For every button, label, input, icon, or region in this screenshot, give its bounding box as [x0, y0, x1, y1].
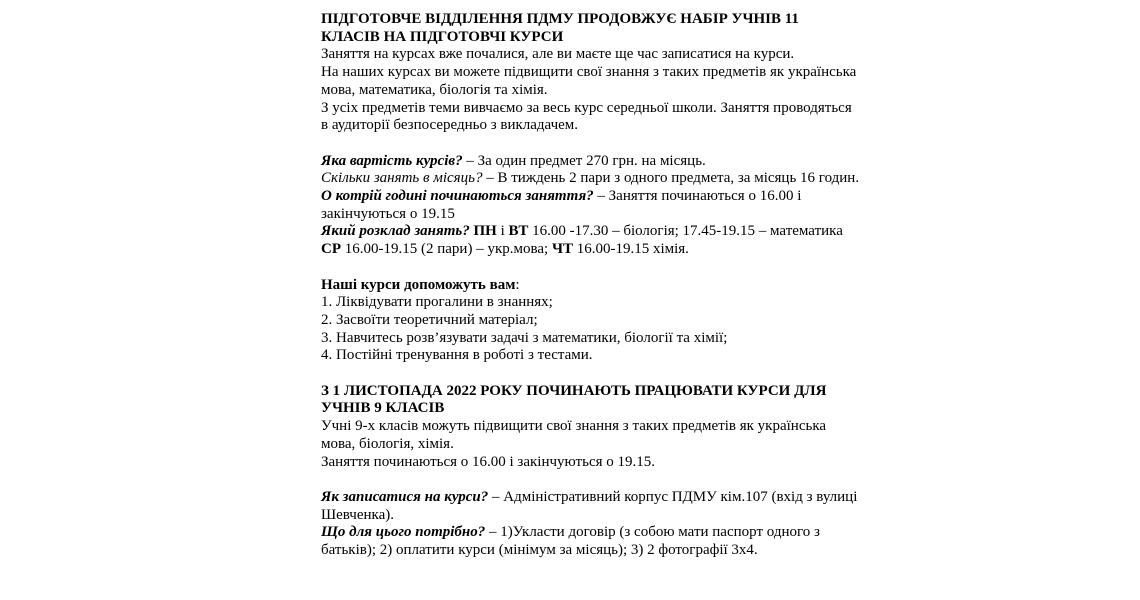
spacer [321, 365, 861, 383]
faq-count-answer: – В тиждень 2 пари з одного предмета, за місяць 16 годин. [482, 170, 860, 187]
intro-paragraph-1: Заняття на курсах вже почалися, але ви маєте ще час записатися на курси. [321, 46, 795, 63]
benefit-item: 2. Засвоїти теоретичний матеріал; [321, 311, 538, 328]
and-word: і [496, 223, 509, 240]
faq-cost-answer: – За один предмет 270 грн. на місяць. [462, 152, 706, 169]
enroll-need-answer: – 1)Укласти договір (з собою мати паспорт одного з батьків); 2) оплатити курси (мінімум за місяць); 3) 2 фотографії 3х4. [321, 524, 820, 559]
document-page [321, 11, 861, 560]
faq-cost [321, 153, 861, 171]
montue-schedule: 16.00 -17.30 – біологія; 17.45-19.15 – математика [528, 223, 843, 240]
intro-paragraph-3: З усіх предметів теми вивчаємо за весь курс середньої школи. Заняття проводяться в аудиторії безпосередньо з викладачем. [321, 99, 852, 134]
faq-schedule-question: Який розклад занять? [321, 223, 470, 240]
faq-time [321, 188, 861, 223]
benefits-colon: : [515, 276, 520, 293]
enroll-need [321, 524, 861, 559]
faq-time-answer: – Заняття починаються о 16.00 і закінчуються о 19.15 [321, 188, 802, 222]
faq-schedule-2 [321, 241, 861, 259]
faq-schedule [321, 223, 861, 241]
benefits-title-line [321, 277, 861, 295]
intro-paragraph-2: На наших курсах ви можете підвищити свої знання з таких предметів як українська мова, математика, біологія та хімія. [321, 64, 857, 98]
spacer [321, 259, 861, 277]
section-2-line-1: Учні 9-х класів можуть підвищити свої знання з таких предметів як українська мова, біологія, хімія. [321, 418, 827, 452]
faq-cost-question: Яка вартість курсів? [321, 152, 463, 169]
benefit-item: 4. Постійні тренування в роботі з тестами. [321, 347, 593, 364]
day-tue: ВТ [508, 223, 529, 240]
spacer [321, 135, 861, 153]
thu-schedule: 16.00-19.15 хімія. [572, 241, 689, 258]
day-thu: ЧТ [551, 241, 573, 258]
faq-time-question: О котрій годині починаються заняття? [321, 188, 594, 205]
day-mon: ПН [473, 223, 497, 240]
benefits-title: Наші курси допоможуть вам [321, 276, 516, 293]
enroll-need-question: Що для цього потрібно? [321, 524, 486, 541]
enroll-how-answer: – Адміністративний корпус ПДМУ кім.107 (вхід з вулиці Шевченка). [321, 488, 858, 523]
spacer [321, 471, 861, 489]
enroll-how [321, 489, 861, 524]
day-wed: СР [321, 241, 341, 258]
benefit-item: 3. Навчитесь розв’язувати задачі з математики, біології та хімії; [321, 329, 728, 346]
enroll-how-question: Як записатися на курси? [321, 488, 489, 505]
section-1-heading: ПІДГОТОВЧЕ ВІДДІЛЕННЯ ПДМУ ПРОДОВЖУЄ НАБІР УЧНІВ 11 КЛАСІВ НА ПІДГОТОВЧІ КУРСИ [321, 11, 799, 45]
faq-count-question: Скільки занять в місяць? [321, 170, 483, 187]
section-2-heading: З 1 ЛИСТОПАДА 2022 РОКУ ПОЧИНАЮТЬ ПРАЦЮВАТИ КУРСИ ДЛЯ УЧНІВ 9 КЛАСІВ [321, 382, 827, 417]
benefit-item: 1. Ліквідувати прогалини в знаннях; [321, 294, 553, 311]
wed-schedule: 16.00-19.15 (2 пари) – укр.мова; [341, 241, 552, 258]
faq-count [321, 170, 861, 188]
section-2-line-2: Заняття починаються о 16.00 і закінчуються о 19.15. [321, 453, 656, 470]
